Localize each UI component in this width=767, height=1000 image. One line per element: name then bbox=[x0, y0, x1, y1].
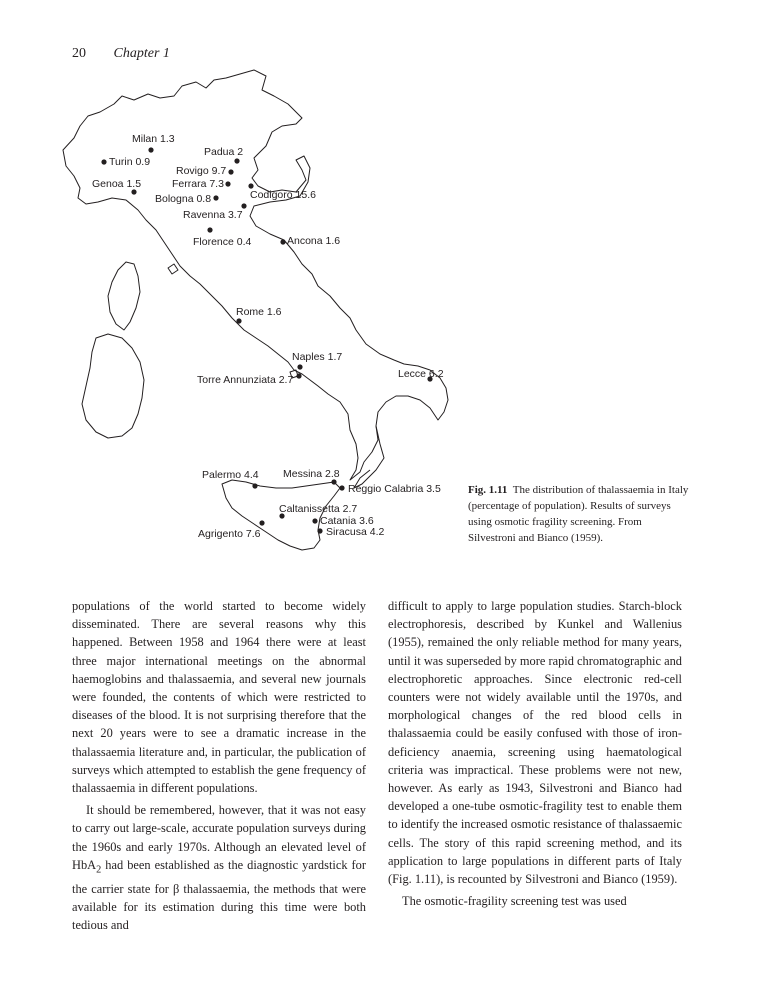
paragraph-text: had been established as the diagnostic yardstick for the carrier state for β thalassaemia, the methods that were available for its estimation during this time were both tedious and bbox=[72, 857, 366, 932]
city-dot bbox=[248, 183, 253, 188]
city-label: Caltanissetta 2.7 bbox=[279, 503, 358, 515]
paragraph: populations of the world started to become widely disseminated. There are several reasons why this happened. Between 1958 and 1964 there were at least three major international meetings on the abnormal haemoglobins and thalassaemia, and several new journals were founded, the contents of which were restricted to diseases of the blood. It is not surprising therefore that the next 20 years were to see a dramatic increase in the thalassaemia literature and, in particular, the publication of surveys which attempted to establish the gene frequency of thalassaemia in different populations. bbox=[72, 599, 366, 796]
city-dot bbox=[131, 189, 136, 194]
paragraph-text: It should be remembered, however, that it was not easy to carry out large-scale, accurate population surveys during the 1960s and early 1970s. Although an elevated level of HbA bbox=[72, 803, 366, 872]
city-dot bbox=[213, 195, 218, 200]
city-label: Florence 0.4 bbox=[193, 236, 252, 248]
sardinia-coastline bbox=[82, 334, 144, 438]
corsica-coastline bbox=[108, 262, 140, 330]
city-label: Milan 1.3 bbox=[132, 133, 175, 145]
paragraph: difficult to apply to large population studies. Starch-block electrophoresis, described by Kunkel and Wallenius (1955), remained the only reliable method for many years, until it was superseded by more rapid chromatographic and electrophoretic approaches. Since electronic red-cell counters were not widely available until the 1970s, and morphological changes of the red blood cells in thalassaemia could be easily confused with those of iron-deficiency anaemia, screening using haematological criteria was impractical. These problems were not new, however. As early as 1943, Silvestroni and Bianco had developed a one-tube osmotic-fragility test to enable them to identify the increased osmotic resistance of thalassaemic cells. The story of this rapid screening method, and its application to large populations in different parts of Italy (Fig. 1.11), is recounted by Silvestroni and Bianco (1959). bbox=[388, 599, 682, 887]
city-dot bbox=[280, 239, 285, 244]
elba-island bbox=[168, 264, 178, 274]
city-label: Ancona 1.6 bbox=[287, 235, 341, 247]
caption-text: The distribution of thalassaemia in Italy (percentage of population). Results of surveys using osmotic fragility screening. From Silvestroni and Bianco (1959). bbox=[468, 484, 689, 544]
figure-label: Fig. 1.11 bbox=[468, 484, 508, 496]
city-label: Genoa 1.5 bbox=[92, 178, 142, 190]
city-markers bbox=[101, 147, 432, 533]
city-dot bbox=[236, 318, 241, 323]
city-labels bbox=[92, 133, 444, 540]
city-label: Palermo 4.4 bbox=[202, 469, 259, 481]
city-label: Siracusa 4.2 bbox=[326, 526, 385, 538]
heel-coastline bbox=[354, 426, 384, 488]
city-dot bbox=[101, 159, 106, 164]
city-dot bbox=[252, 483, 257, 488]
subscript: 2 bbox=[96, 864, 102, 876]
city-label: Lecce 6.2 bbox=[398, 368, 444, 380]
city-dot bbox=[331, 479, 336, 484]
city-dot bbox=[259, 520, 264, 525]
city-label: Ferrara 7.3 bbox=[172, 178, 224, 190]
page-number: 20 bbox=[72, 46, 86, 61]
right-column bbox=[388, 597, 682, 910]
city-dot bbox=[225, 181, 230, 186]
paragraph: The osmotic-fragility screening test was used bbox=[402, 894, 627, 909]
city-dot bbox=[317, 528, 322, 533]
city-dot bbox=[234, 158, 239, 163]
city-dot bbox=[148, 147, 153, 152]
city-label: Reggio Calabria 3.5 bbox=[348, 483, 441, 495]
city-label: Messina 2.8 bbox=[283, 468, 340, 480]
city-label: Turin 0.9 bbox=[109, 156, 151, 168]
city-dot bbox=[228, 169, 233, 174]
city-label: Ravenna 3.7 bbox=[183, 209, 243, 221]
city-label: Rome 1.6 bbox=[236, 306, 282, 318]
city-dot bbox=[207, 227, 212, 232]
city-dot bbox=[312, 518, 317, 523]
city-dot bbox=[241, 203, 246, 208]
city-dot bbox=[339, 485, 344, 490]
city-label: Agrigento 7.6 bbox=[198, 528, 261, 540]
city-label: Torre Annunziata 2.7 bbox=[197, 374, 294, 386]
city-label: Bologna 0.8 bbox=[155, 193, 212, 205]
chapter-title: Chapter 1 bbox=[113, 46, 170, 61]
city-dot bbox=[297, 364, 302, 369]
city-dot bbox=[296, 373, 301, 378]
figure-caption bbox=[468, 482, 690, 546]
city-label: Catania 3.6 bbox=[320, 515, 374, 527]
mainland-coastline bbox=[63, 70, 448, 480]
city-label: Naples 1.7 bbox=[292, 351, 343, 363]
paragraph bbox=[72, 801, 366, 934]
city-label: Codigoro 15.6 bbox=[250, 189, 316, 201]
city-label: Rovigo 9.7 bbox=[176, 165, 227, 177]
city-label: Padua 2 bbox=[204, 146, 244, 158]
left-column bbox=[72, 597, 366, 934]
